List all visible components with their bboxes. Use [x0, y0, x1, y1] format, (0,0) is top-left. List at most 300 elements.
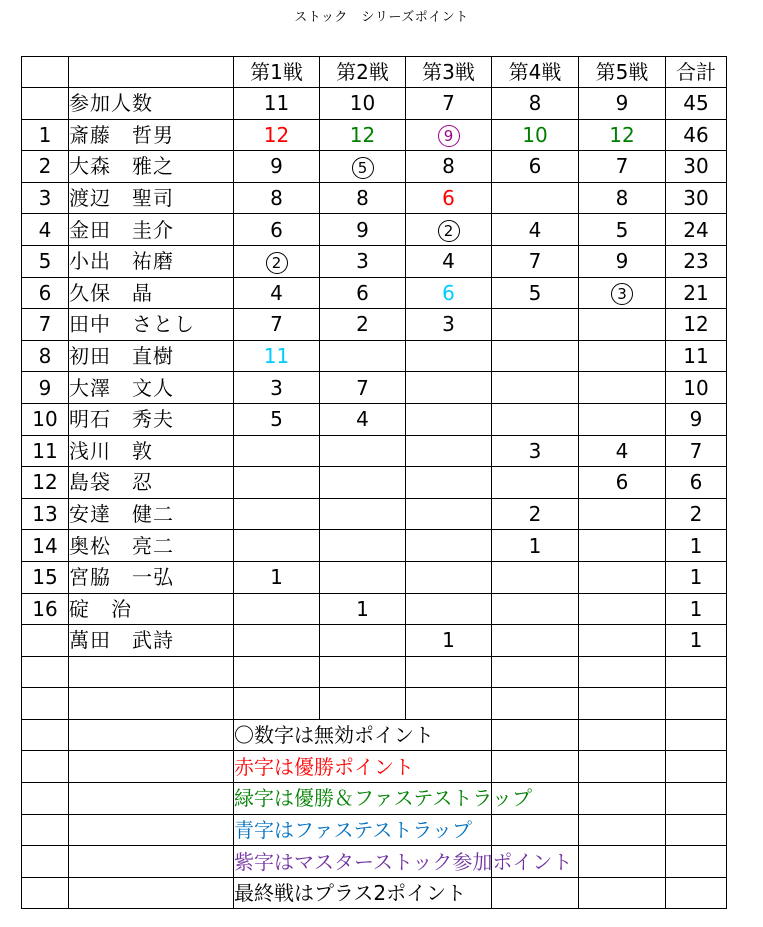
total-cell [666, 561, 727, 593]
empty-cell [579, 656, 666, 688]
cell-text: 11 [683, 344, 709, 369]
table-row [22, 309, 727, 341]
table-row [22, 340, 727, 372]
participants-count [406, 88, 492, 120]
cell-text: 9 [270, 154, 283, 179]
cell-text: 赤字は優勝ポイント [234, 754, 414, 779]
cell-text: 初田 直樹 [69, 344, 174, 369]
empty-cell [234, 656, 320, 688]
rank-cell [22, 561, 69, 593]
empty-cell [666, 877, 727, 909]
empty-cell [69, 719, 234, 751]
score-cell [234, 593, 320, 625]
legend-row [22, 846, 727, 878]
cell-text: 3 [270, 375, 283, 400]
cell-text: 6 [38, 280, 52, 305]
score-cell [406, 403, 492, 435]
rank-cell [22, 151, 69, 183]
score-cell [579, 340, 666, 372]
cell-text: 明石 秀夫 [69, 407, 174, 432]
total-cell [666, 530, 727, 562]
score-cell [320, 467, 406, 499]
score-cell [406, 119, 492, 151]
score-cell [320, 340, 406, 372]
score-cell [234, 182, 320, 214]
score-cell [234, 530, 320, 562]
cell-text: 大森 雅之 [69, 154, 174, 179]
cell-text: 小出 祐磨 [69, 249, 174, 274]
cell-text: 6 [528, 154, 542, 179]
cell-text: 1 [689, 533, 703, 558]
cell-text: 6 [615, 470, 629, 495]
cell-text: 参加人数 [69, 91, 153, 116]
total-cell [666, 245, 727, 277]
cell-text: 10 [32, 407, 58, 432]
cell-text: 第2戦 [336, 60, 389, 84]
score-cell [406, 435, 492, 467]
total-cell [666, 625, 727, 657]
cell-text: 渡辺 聖司 [69, 186, 174, 211]
participants-count [234, 88, 320, 120]
score-cell [492, 182, 579, 214]
cell-text: 1 [689, 565, 703, 590]
score-cell [579, 151, 666, 183]
legend-note [234, 877, 492, 909]
empty-cell [666, 751, 727, 783]
empty-cell [492, 656, 579, 688]
cell-text: 6 [270, 217, 283, 242]
legend-note [234, 814, 492, 846]
page-title: ストック シリーズポイント [294, 10, 469, 25]
score-cell [492, 403, 579, 435]
total-cell [666, 498, 727, 530]
score-cell [320, 403, 406, 435]
table-row [22, 530, 727, 562]
cell-text: 16 [32, 596, 58, 621]
column-header [579, 57, 666, 88]
driver-name [69, 403, 234, 435]
rank-cell [22, 309, 69, 341]
score-cell [320, 435, 406, 467]
score-cell [492, 340, 579, 372]
cell-text: 浅川 敦 [69, 438, 153, 463]
cell-text: 4 [442, 249, 455, 274]
cell-text: 碇 治 [69, 596, 132, 621]
driver-name [69, 182, 234, 214]
legend-note [234, 783, 532, 815]
header-row [22, 57, 727, 88]
rank-cell [22, 245, 69, 277]
table-row [22, 119, 727, 151]
participants-row [22, 88, 727, 120]
table-row [22, 151, 727, 183]
score-cell [406, 372, 492, 404]
participants-label [69, 88, 234, 120]
empty-cell [22, 814, 69, 846]
rank-cell [22, 403, 69, 435]
score-cell [234, 277, 320, 309]
driver-name [69, 498, 234, 530]
cell-text: 緑字は優勝＆ファステストラップ [234, 786, 532, 811]
cell-text: 1 [38, 122, 52, 147]
participants-count [492, 88, 579, 120]
driver-name [69, 340, 234, 372]
score-cell [492, 625, 579, 657]
score-cell [406, 561, 492, 593]
cell-text: 45 [683, 91, 709, 116]
total-cell [666, 277, 727, 309]
cell-text: 24 [683, 217, 709, 242]
total-cell [666, 403, 727, 435]
rank-cell [22, 340, 69, 372]
empty-cell [492, 814, 579, 846]
cell-text: 11 [263, 91, 290, 116]
legend-row [22, 719, 727, 751]
blank-row [22, 656, 727, 688]
total-cell [666, 435, 727, 467]
circled-score: 3 [611, 283, 633, 305]
cell-text: 安達 健二 [69, 502, 174, 527]
cell-text: 3 [442, 312, 455, 337]
score-cell [492, 467, 579, 499]
legend-note [234, 846, 573, 878]
table-row [22, 593, 727, 625]
cell-text: 1 [528, 533, 542, 558]
driver-name [69, 435, 234, 467]
cell-text: 6 [442, 280, 455, 305]
score-cell [579, 277, 666, 309]
cell-text: 4 [356, 407, 369, 432]
cell-text: 1 [442, 628, 455, 653]
empty-cell [69, 57, 234, 88]
score-cell [492, 593, 579, 625]
score-cell [320, 309, 406, 341]
empty-cell [666, 688, 727, 720]
cell-text: 30 [683, 186, 709, 211]
empty-cell [579, 751, 666, 783]
cell-text: 第1戦 [250, 60, 303, 84]
empty-cell [22, 846, 69, 878]
cell-text: 9 [356, 217, 369, 242]
total-cell [666, 151, 727, 183]
score-cell [579, 467, 666, 499]
cell-text: 7 [528, 249, 542, 274]
score-cell [579, 119, 666, 151]
cell-text: 青字はファステストラップ [234, 817, 472, 842]
driver-name [69, 151, 234, 183]
table-row [22, 403, 727, 435]
empty-cell [22, 688, 69, 720]
total-cell [666, 309, 727, 341]
cell-text: 23 [683, 249, 709, 274]
column-header [320, 57, 406, 88]
rank-cell [22, 372, 69, 404]
rank-cell [22, 435, 69, 467]
score-cell [579, 372, 666, 404]
driver-name [69, 277, 234, 309]
driver-name [69, 593, 234, 625]
cell-text: 9 [689, 407, 703, 432]
cell-text: 12 [683, 312, 709, 337]
score-cell [320, 119, 406, 151]
score-cell [492, 372, 579, 404]
empty-cell [69, 783, 234, 815]
standings-table [21, 56, 727, 909]
table-row [22, 625, 727, 657]
score-cell [320, 530, 406, 562]
empty-cell [69, 751, 234, 783]
table-row [22, 182, 727, 214]
total-cell [666, 372, 727, 404]
score-cell [320, 151, 406, 183]
cell-text: 2 [689, 502, 703, 527]
cell-text: 第4戦 [508, 60, 562, 84]
rank-cell [22, 277, 69, 309]
score-cell [320, 245, 406, 277]
score-cell [406, 245, 492, 277]
cell-text: 2 [356, 312, 369, 337]
score-cell [234, 403, 320, 435]
cell-text: 9 [615, 249, 629, 274]
empty-cell [69, 877, 234, 909]
score-cell [234, 498, 320, 530]
cell-text: 12 [32, 470, 58, 495]
table-row [22, 498, 727, 530]
empty-cell [22, 719, 69, 751]
circled-score: 5 [352, 157, 374, 179]
cell-text: 11 [263, 344, 290, 369]
cell-text: 2 [38, 154, 52, 179]
score-cell [234, 151, 320, 183]
cell-text: 46 [683, 122, 709, 147]
rank-cell [22, 119, 69, 151]
score-cell [320, 277, 406, 309]
table-row [22, 467, 727, 499]
empty-cell [579, 719, 666, 751]
cell-text: 1 [689, 596, 703, 621]
empty-cell [666, 783, 727, 815]
score-cell [406, 498, 492, 530]
cell-text: 斎藤 哲男 [69, 122, 174, 147]
score-cell [234, 340, 320, 372]
cell-text: 久保 晶 [69, 280, 153, 305]
score-cell [406, 593, 492, 625]
total-cell [666, 182, 727, 214]
score-cell [406, 277, 492, 309]
empty-cell [406, 656, 492, 688]
empty-cell [579, 877, 666, 909]
cell-text: 7 [689, 438, 703, 463]
empty-cell [22, 783, 69, 815]
score-cell [234, 467, 320, 499]
circled-score: 9 [438, 125, 460, 147]
score-cell [234, 309, 320, 341]
cell-text: 紫字はマスターストック参加ポイント [234, 849, 573, 874]
legend-row [22, 783, 727, 815]
score-cell [320, 372, 406, 404]
participants-count [579, 88, 666, 120]
cell-text: 7 [615, 154, 629, 179]
rank-cell [22, 593, 69, 625]
cell-text: 島袋 忍 [69, 470, 153, 495]
table-row [22, 214, 727, 246]
empty-cell [234, 688, 320, 720]
cell-text: 10 [349, 91, 376, 116]
score-cell [579, 498, 666, 530]
cell-text: 第3戦 [422, 60, 475, 84]
cell-text: 1 [270, 565, 283, 590]
cell-text: 6 [689, 470, 703, 495]
cell-text: 金田 圭介 [69, 217, 174, 242]
empty-cell [579, 846, 666, 878]
cell-text: 大澤 文人 [69, 375, 174, 400]
empty-cell [69, 688, 234, 720]
score-cell [492, 119, 579, 151]
empty-cell [579, 688, 666, 720]
score-cell [492, 277, 579, 309]
empty-cell [666, 656, 727, 688]
cell-text: 4 [615, 438, 629, 463]
score-cell [320, 182, 406, 214]
rank-cell [22, 214, 69, 246]
cell-text: 3 [528, 438, 542, 463]
score-cell [579, 403, 666, 435]
circled-score: 2 [438, 220, 460, 242]
score-cell [320, 498, 406, 530]
driver-name [69, 561, 234, 593]
legend-note [234, 719, 492, 751]
cell-text: 萬田 武詩 [69, 628, 174, 653]
empty-cell [320, 688, 406, 720]
cell-text: 13 [32, 502, 58, 527]
score-cell [320, 561, 406, 593]
score-cell [234, 435, 320, 467]
cell-text: 7 [270, 312, 283, 337]
cell-text: 12 [263, 122, 290, 147]
table-row [22, 435, 727, 467]
driver-name [69, 625, 234, 657]
legend-note [234, 751, 492, 783]
cell-text: 5 [615, 217, 629, 242]
score-cell [320, 593, 406, 625]
cell-text: 合計 [676, 60, 716, 84]
score-cell [492, 309, 579, 341]
empty-cell [579, 783, 666, 815]
empty-cell [320, 656, 406, 688]
empty-cell [666, 814, 727, 846]
cell-text: 最終戦はプラス2ポイント [234, 881, 467, 906]
score-cell [234, 119, 320, 151]
empty-cell [69, 656, 234, 688]
table-row [22, 245, 727, 277]
cell-text: 7 [38, 312, 52, 337]
cell-text: 8 [442, 154, 455, 179]
driver-name [69, 372, 234, 404]
score-cell [234, 214, 320, 246]
cell-text: 12 [609, 122, 635, 147]
total-cell [666, 467, 727, 499]
cell-text: 7 [356, 375, 369, 400]
empty-cell [492, 751, 579, 783]
cell-text: 10 [522, 122, 548, 147]
score-cell [234, 245, 320, 277]
cell-text: 8 [270, 186, 283, 211]
empty-cell [69, 814, 234, 846]
cell-text: 田中 さとし [69, 312, 195, 337]
score-cell [406, 530, 492, 562]
cell-text: 2 [528, 502, 542, 527]
column-header [234, 57, 320, 88]
cell-text: 30 [683, 154, 709, 179]
score-cell [492, 214, 579, 246]
driver-name [69, 245, 234, 277]
score-cell [492, 151, 579, 183]
score-cell [406, 214, 492, 246]
score-cell [406, 182, 492, 214]
cell-text: 1 [689, 628, 703, 653]
total-cell [666, 340, 727, 372]
empty-cell [666, 719, 727, 751]
cell-text: 4 [270, 280, 283, 305]
score-cell [492, 561, 579, 593]
score-cell [579, 182, 666, 214]
table-row [22, 561, 727, 593]
cell-text: 11 [32, 438, 58, 463]
participants-count [320, 88, 406, 120]
cell-text: 6 [442, 186, 455, 211]
cell-text: 5 [270, 407, 283, 432]
blank-row [22, 688, 727, 720]
empty-cell [492, 877, 579, 909]
empty-cell [69, 846, 234, 878]
cell-text: 奥松 亮二 [69, 533, 174, 558]
table-row [22, 277, 727, 309]
column-header [666, 57, 727, 88]
cell-text: 8 [615, 186, 629, 211]
score-cell [579, 561, 666, 593]
total-cell [666, 593, 727, 625]
score-cell [579, 593, 666, 625]
cell-text: 21 [683, 280, 709, 305]
empty-cell [22, 57, 69, 88]
cell-text: 〇数字は無効ポイント [234, 723, 434, 748]
driver-name [69, 309, 234, 341]
rank-cell [22, 625, 69, 657]
table-row [22, 372, 727, 404]
cell-text: 7 [442, 91, 455, 116]
score-cell [234, 625, 320, 657]
cell-text: 9 [38, 375, 52, 400]
cell-text: 8 [38, 344, 52, 369]
participants-count [666, 88, 727, 120]
score-cell [492, 530, 579, 562]
rank-cell [22, 467, 69, 499]
cell-text: 3 [356, 249, 369, 274]
score-cell [406, 625, 492, 657]
score-cell [579, 214, 666, 246]
score-cell [579, 530, 666, 562]
score-cell [579, 625, 666, 657]
legend-row [22, 751, 727, 783]
cell-text: 5 [528, 280, 542, 305]
score-cell [320, 625, 406, 657]
empty-cell [492, 688, 579, 720]
cell-text: 1 [356, 596, 369, 621]
score-cell [492, 245, 579, 277]
cell-text: 6 [356, 280, 369, 305]
score-cell [579, 245, 666, 277]
cell-text: 5 [38, 249, 52, 274]
